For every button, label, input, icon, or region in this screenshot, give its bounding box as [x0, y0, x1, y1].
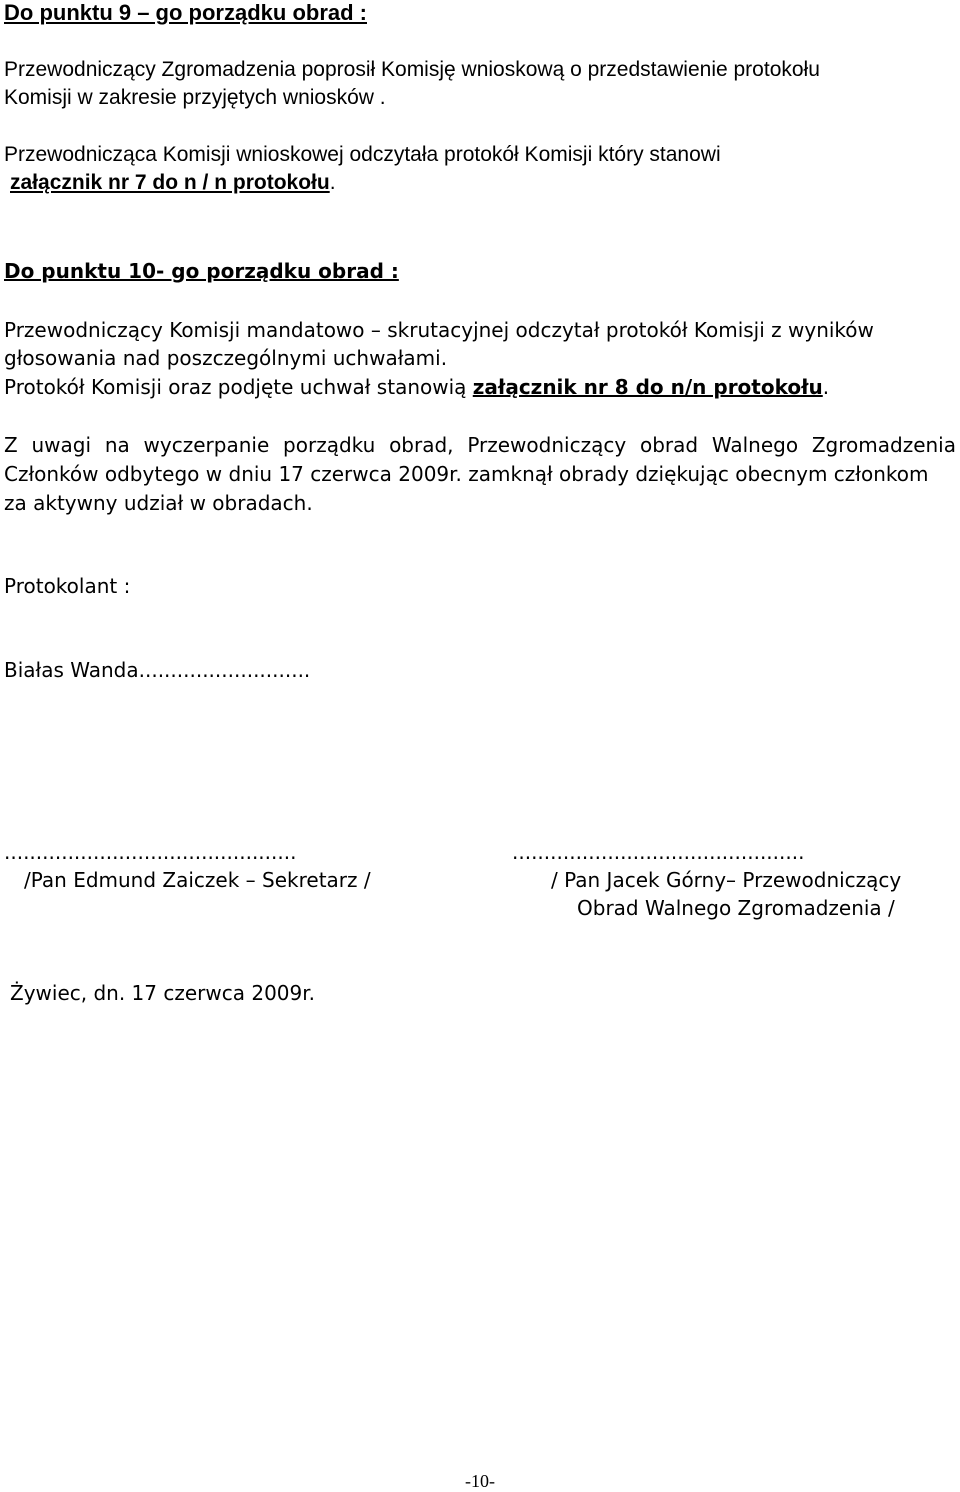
- section-9-paragraph-1-line-2: Komisji w zakresie przyjętych wniosków .: [4, 86, 386, 109]
- closing-line-1: Z uwagi na wyczerpanie porządku obrad, Przewodniczący obrad Walnego Zgromadzenia: [4, 433, 956, 457]
- right-signature-line-1: / Pan Jacek Górny– Przewodniczący: [551, 868, 902, 892]
- section-10-heading: Do punktu 10- go porządku obrad :: [4, 259, 399, 283]
- section-10-paragraph-1-line-2: głosowania nad poszczególnymi uchwałami.: [4, 346, 448, 370]
- page-number: -10-: [465, 1471, 495, 1491]
- section-10-paragraph-1-line-1: Przewodniczący Komisji mandatowo – skrutacyjnej odczytał protokół Komisji z wyników: [4, 318, 874, 342]
- right-signature-line-2: Obrad Walnego Zgromadzenia /: [577, 896, 895, 920]
- attachment-8-reference: załącznik nr 8 do n/n protokołu: [472, 375, 823, 399]
- protocol-label: Protokolant :: [4, 574, 131, 598]
- section-10-paragraph-2: [4, 373, 829, 401]
- protocol-name: Białas Wanda...........................: [4, 658, 311, 682]
- sentence-end: .: [329, 171, 336, 194]
- left-signature-name: /Pan Edmund Zaiczek – Sekretarz /: [24, 868, 371, 892]
- place-and-date: Żywiec, dn. 17 czerwca 2009r.: [10, 981, 315, 1005]
- section-9-paragraph-2-line-1: Przewodnicząca Komisji wnioskowej odczytała protokół Komisji który stanowi: [4, 143, 721, 166]
- sentence-end: .: [822, 375, 830, 399]
- section-9-heading: Do punktu 9 – go porządku obrad :: [4, 0, 367, 25]
- closing-line-2: Członków odbytego w dniu 17 czerwca 2009r. zamknął obrady dziękując obecnym członkom: [4, 462, 929, 486]
- right-signature-dots: ..............................................: [512, 840, 805, 864]
- closing-line-3: za aktywny udział w obradach.: [4, 491, 313, 515]
- left-signature-dots: ..............................................: [4, 840, 297, 864]
- attachment-7-reference: załącznik nr 7 do n / n protokołu: [10, 171, 330, 194]
- section-10-paragraph-2-text: Protokół Komisji oraz podjęte uchwał stanowią: [4, 375, 473, 399]
- section-9-paragraph-1-line-1: Przewodniczący Zgromadzenia poprosił Komisję wnioskową o przedstawienie protokołu: [4, 58, 820, 81]
- section-9-paragraph-2-line-2: [10, 169, 336, 197]
